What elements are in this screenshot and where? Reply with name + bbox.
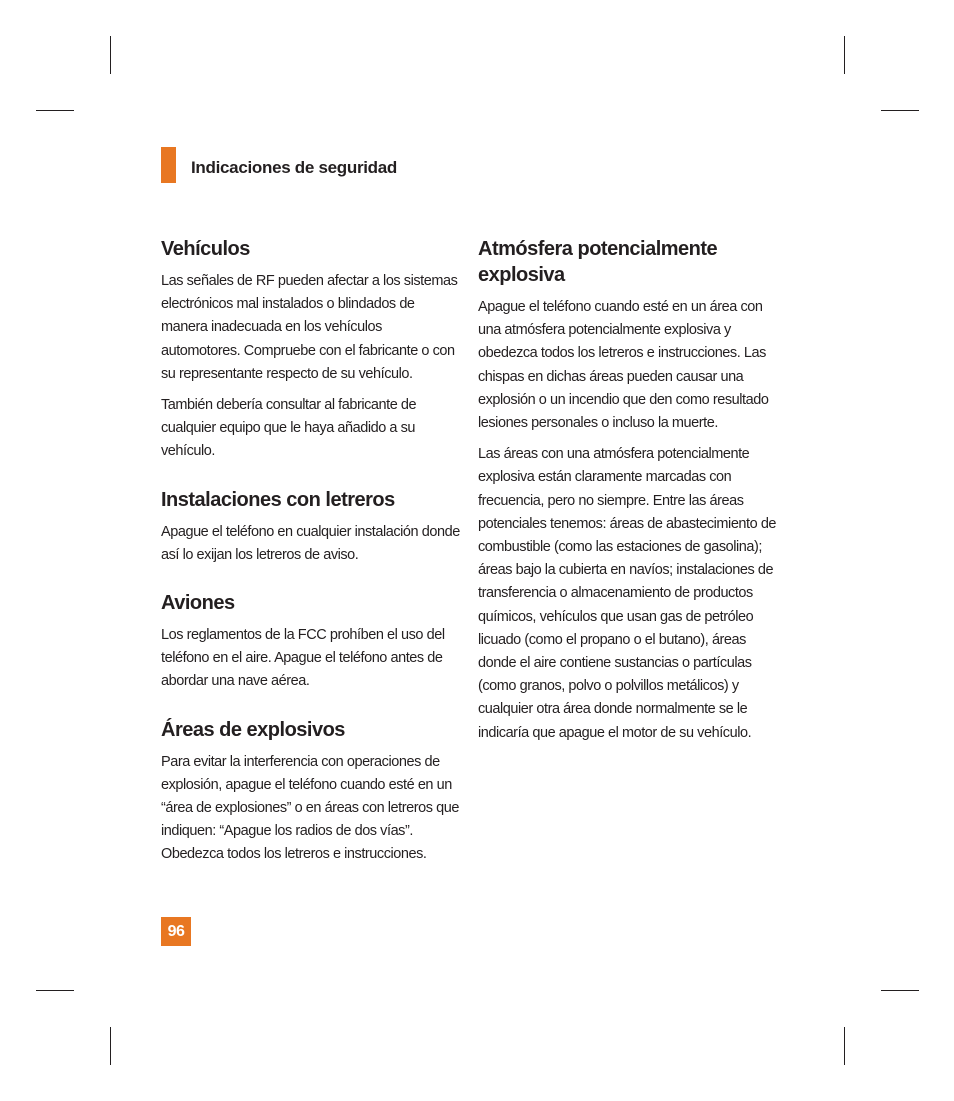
vehiculos-heading: Vehículos bbox=[161, 238, 250, 260]
aviones-paragraph-1: Los reglamentos de la FCC prohíben el uso del teléfono en el aire. Apague el teléfono antes de abordar una nave aérea. bbox=[161, 627, 445, 690]
page-number: 96 bbox=[161, 917, 191, 946]
atmosfera-heading: Atmósfera potencialmente explosiva bbox=[478, 238, 718, 286]
instalaciones-section bbox=[161, 487, 461, 567]
crop-mark-top-right-horizontal bbox=[881, 110, 919, 111]
section-title: Indicaciones de seguridad bbox=[191, 158, 398, 177]
atmosfera-section bbox=[478, 236, 778, 745]
vehiculos-paragraph-1: Las señales de RF pueden afectar a los sistemas electrónicos mal instalados o blindados de manera inadecuada en los vehículos automotores. Compruebe con el fabricante o con su representante respecto de su vehículo. bbox=[161, 273, 458, 382]
crop-mark-bottom-left-horizontal bbox=[36, 990, 74, 991]
crop-mark-bottom-right-vertical bbox=[844, 1027, 845, 1065]
atmosfera-paragraph-1: Apague el teléfono cuando esté en un área con una atmósfera potencialmente explosiva y obedezca todos los letreros e instrucciones. Las chispas en dichas áreas pueden causar una explosión o un incendio que den como resultado lesiones personales o incluso la muerte. bbox=[478, 299, 769, 432]
left-column bbox=[161, 236, 461, 867]
vehiculos-paragraph-2: También debería consultar al fabricante de cualquier equipo que le haya añadido a su vehículo. bbox=[161, 397, 417, 460]
section-marker bbox=[161, 147, 176, 183]
instalaciones-paragraph-1: Apague el teléfono en cualquier instalación donde así lo exijan los letreros de aviso. bbox=[161, 523, 460, 563]
crop-mark-top-left-horizontal bbox=[36, 110, 74, 111]
crop-mark-bottom-right-horizontal bbox=[881, 990, 919, 991]
vehiculos-section bbox=[161, 236, 461, 464]
aviones-heading: Aviones bbox=[161, 592, 235, 615]
crop-mark-top-left-vertical bbox=[110, 36, 111, 74]
explosivos-paragraph-1: Para evitar la interferencia con operaciones de explosión, apague el teléfono cuando esté en un “área de explosiones” o en áreas con letreros que indiquen: “Apague los radios de dos vías”. Obedezca todos los letreros e instrucciones. bbox=[161, 753, 459, 863]
aviones-section bbox=[161, 590, 461, 694]
instalaciones-heading: Instalaciones con letreros bbox=[161, 488, 395, 511]
explosivos-section bbox=[161, 717, 461, 867]
right-column bbox=[478, 236, 778, 745]
explosivos-heading: Áreas de explosivos bbox=[161, 718, 345, 741]
crop-mark-top-right-vertical bbox=[844, 36, 845, 74]
atmosfera-paragraph-2: Las áreas con una atmósfera potencialmente explosiva están claramente marcadas con frecuencia, pero no siempre. Entre las áreas potenciales tenemos: áreas de abastecimiento de combustible (como las estaciones de gasolina); áreas bajo la cubierta en navíos; instalaciones de transferencia o almacenamiento de productos químicos, vehículos que usan gas de petróleo licuado (como el propano o el butano), áreas donde el aire contiene sustancias o partículas (como granos, polvo o polvillos metálicos) y cualquier otra área donde normalmente se le indicaría que apague el motor de su vehículo. bbox=[478, 446, 777, 741]
crop-mark-bottom-left-vertical bbox=[110, 1027, 111, 1065]
